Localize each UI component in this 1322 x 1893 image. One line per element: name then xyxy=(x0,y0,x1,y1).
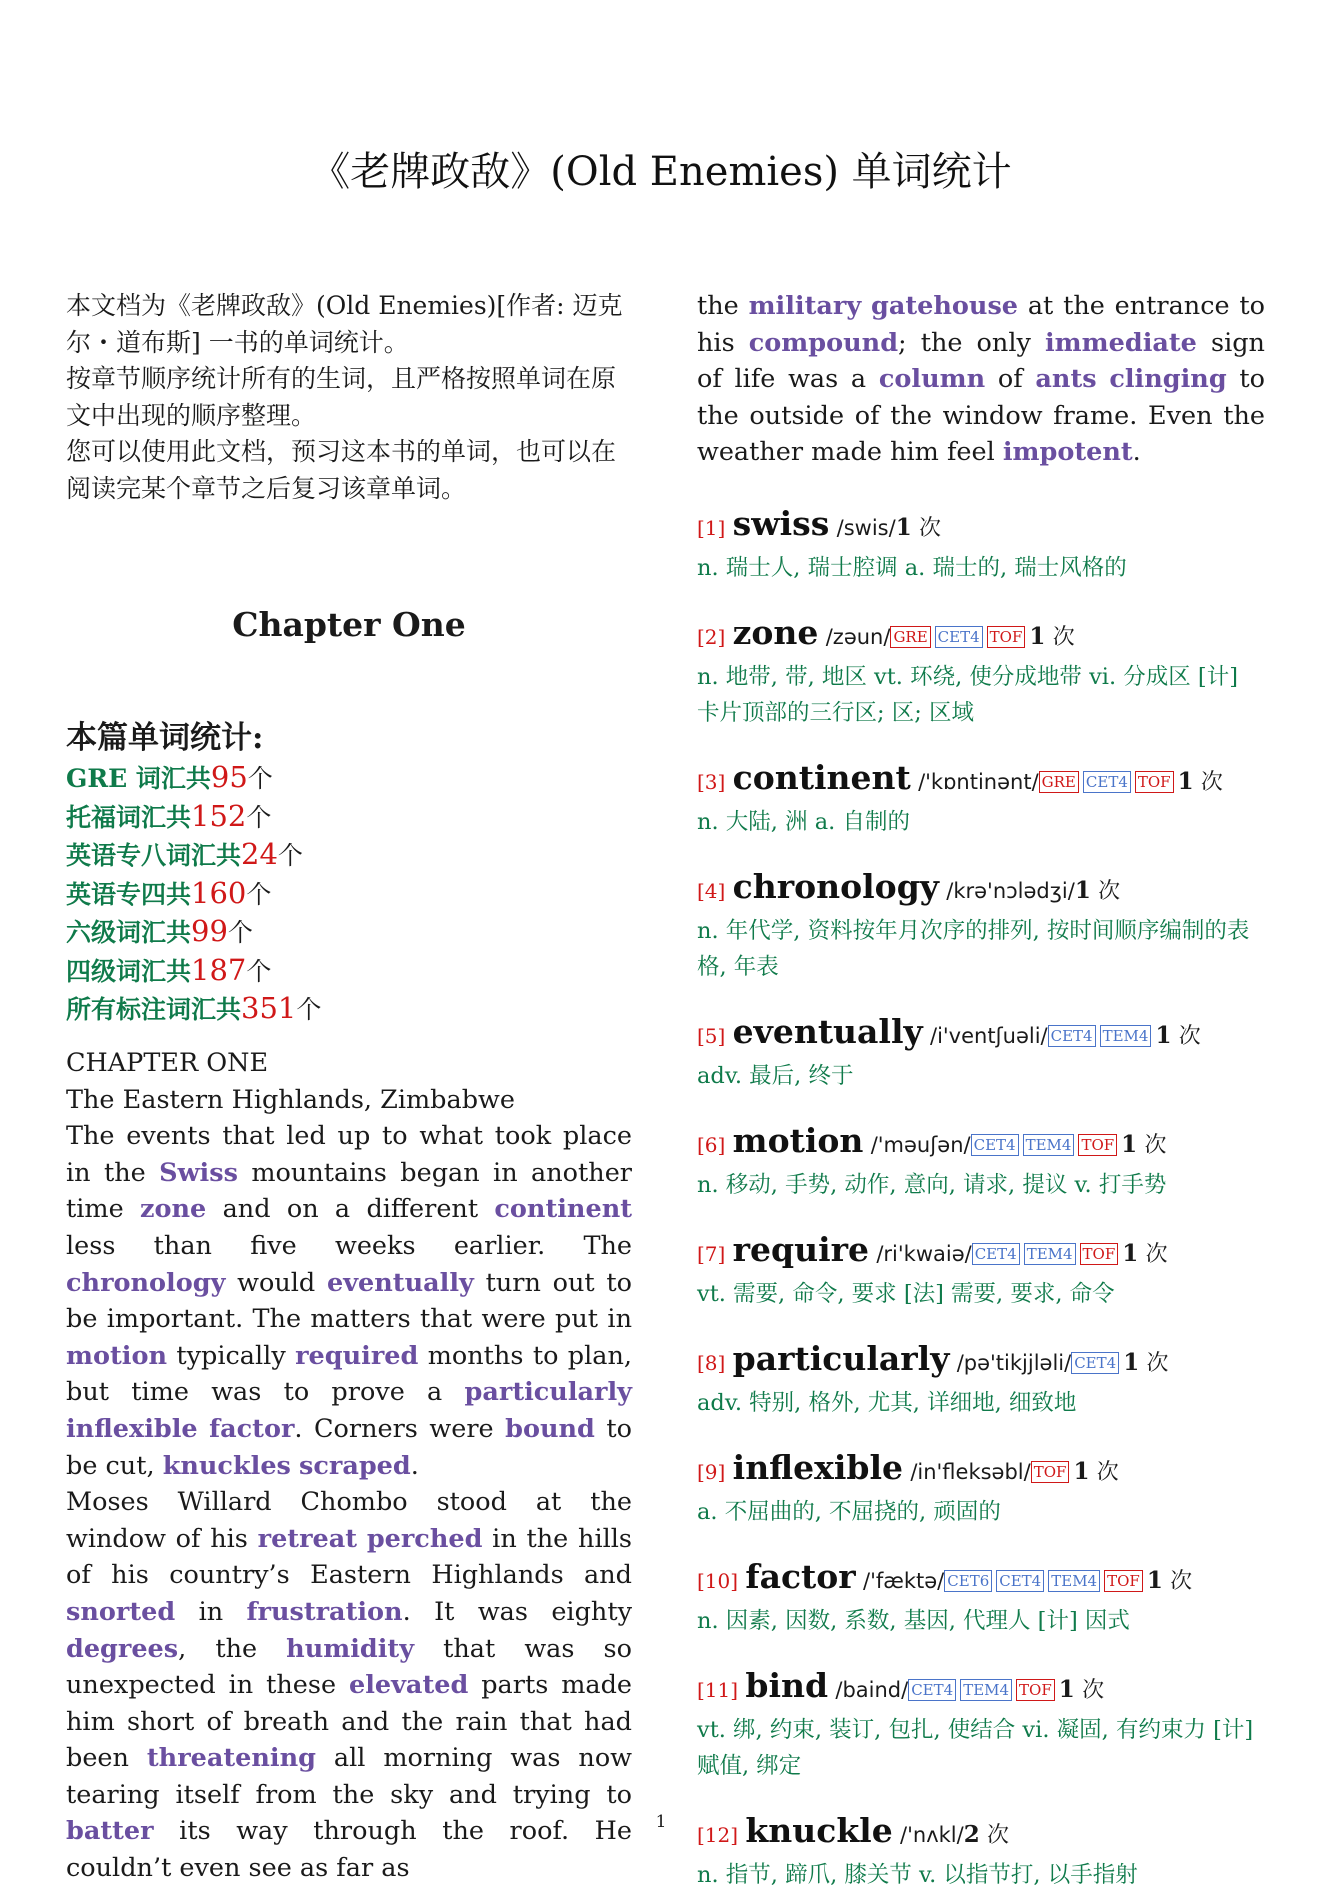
vocab-entry xyxy=(697,759,1265,840)
vocab-word: bind xyxy=(745,1665,829,1705)
document-title: 《老牌政敌》(Old Enemies) 单词统计 xyxy=(310,149,1012,195)
highlighted-word: knuckles xyxy=(162,1450,291,1481)
stat-label: GRE 词汇共 xyxy=(66,764,211,793)
vocab-word: continent xyxy=(732,757,911,797)
highlighted-word: Swiss xyxy=(159,1157,238,1188)
highlighted-word: compound xyxy=(748,327,899,358)
stat-line xyxy=(66,875,632,914)
vocab-definition: n. 年代学, 资料按年月次序的排列, 按时间顺序编制的表格, 年表 xyxy=(697,917,1250,980)
vocab-definition: n. 指节, 蹄爪, 膝关节 v. 以指节打, 以手指射 xyxy=(697,1861,1138,1888)
vocab-head xyxy=(697,1558,1265,1601)
vocab-definition: vt. 需要, 命令, 要求 [法] 需要, 要求, 命令 xyxy=(697,1280,1115,1307)
vocab-index: [1] xyxy=(697,515,726,540)
vocab-head xyxy=(697,868,1265,911)
vocab-count-unit: 次 xyxy=(1052,624,1075,650)
exam-tag: CET4 xyxy=(1048,1025,1096,1047)
paragraph-1 xyxy=(66,1118,632,1484)
vocab-entry xyxy=(697,868,1265,985)
stat-label: 四级词汇共 xyxy=(66,956,192,986)
vocab-count-unit: 次 xyxy=(1146,1350,1169,1376)
vocab-entry xyxy=(697,1340,1265,1421)
stat-unit: 个 xyxy=(246,879,272,909)
highlighted-word: chronology xyxy=(66,1267,226,1298)
vocab-entry xyxy=(697,1449,1265,1530)
vocab-index: [7] xyxy=(697,1241,726,1266)
vocab-word: particularly xyxy=(732,1338,950,1378)
vocab-count: 1 xyxy=(1122,1239,1139,1267)
chapter-text xyxy=(66,1045,632,1887)
exam-tag: TEM4 xyxy=(1024,1243,1076,1265)
text-run: ; the only xyxy=(898,327,1045,358)
vocab-phonetic: /baind/ xyxy=(835,1677,909,1702)
highlighted-word: ants xyxy=(1035,364,1097,395)
highlighted-word: particularly xyxy=(464,1377,632,1408)
vocab-index: [9] xyxy=(697,1459,726,1484)
vocab-phonetic: /i'ventʃuəli/ xyxy=(930,1023,1048,1048)
exam-tag: TOF xyxy=(1104,1570,1143,1592)
exam-tag: TOF xyxy=(987,626,1026,648)
text-run: in the hills of his country’s Eastern Highlands and xyxy=(66,1523,633,1591)
highlighted-word: immediate xyxy=(1044,327,1197,358)
exam-tag: TEM4 xyxy=(1023,1134,1075,1156)
vocab-phonetic: /pə'tikjjləli/ xyxy=(956,1350,1072,1375)
highlighted-word: bound xyxy=(505,1413,595,1444)
text-run: in xyxy=(175,1596,247,1627)
highlighted-word: frustration xyxy=(246,1596,403,1627)
vocab-phonetic: /'kɒntinənt/ xyxy=(918,769,1039,794)
vocab-definition: n. 瑞士人, 瑞士腔调 a. 瑞士的, 瑞士风格的 xyxy=(697,554,1127,581)
highlighted-word: snorted xyxy=(66,1596,176,1627)
intro-block xyxy=(66,288,632,507)
stat-unit: 个 xyxy=(296,995,322,1024)
vocab-head xyxy=(697,1449,1265,1492)
text-run: of xyxy=(985,364,1036,395)
exam-tag: TOF xyxy=(1031,1461,1070,1483)
stat-count: 95 xyxy=(210,760,248,794)
text-run: . Corners were xyxy=(294,1413,506,1444)
stat-unit: 个 xyxy=(227,918,253,947)
vocab-entry xyxy=(697,1013,1265,1094)
text-run: all morning was now tearing itself from the sky and trying to xyxy=(66,1743,632,1810)
vocab-definition: adv. 特别, 格外, 尤其, 详细地, 细致地 xyxy=(697,1389,1077,1416)
highlighted-word: column xyxy=(878,364,986,395)
stat-count: 160 xyxy=(191,875,247,910)
vocab-index: [3] xyxy=(697,769,726,794)
text-run: its way through the roof. He couldn’t even see as far as xyxy=(66,1816,632,1884)
highlighted-word: zone xyxy=(140,1194,207,1225)
stat-unit: 个 xyxy=(246,802,272,832)
stat-count: 152 xyxy=(191,798,247,833)
vocab-definition: n. 大陆, 洲 a. 自制的 xyxy=(697,808,910,835)
stat-line xyxy=(66,798,632,837)
text-run: that was so unexpected in these xyxy=(66,1633,632,1701)
vocab-count: 1 xyxy=(1074,876,1091,904)
chapter-label: CHAPTER ONE xyxy=(66,1048,269,1078)
vocab-definition: n. 移动, 手势, 动作, 意向, 请求, 提议 v. 打手势 xyxy=(697,1171,1167,1198)
vocab-index: [10] xyxy=(697,1568,739,1593)
vocab-index: [8] xyxy=(697,1350,726,1375)
stat-label: 所有标注词汇共 xyxy=(66,995,242,1024)
vocab-entry xyxy=(697,1122,1265,1203)
exam-tag: TEM4 xyxy=(1100,1025,1152,1047)
vocab-definition: vt. 绑, 约束, 装订, 包扎, 使结合 vi. 凝固, 有约束力 [计] 赋值, 绑定 xyxy=(697,1716,1254,1779)
vocab-phonetic: /in'fleksəbl/ xyxy=(910,1459,1031,1484)
exam-tag: TOF xyxy=(1078,1134,1117,1156)
text-run: to the outside of the window frame. Even the weather made him feel xyxy=(697,364,1265,468)
stat-unit: 个 xyxy=(246,956,272,986)
vocab-phonetic: /'nʌkl/ xyxy=(900,1822,964,1847)
vocab-phonetic: /'fæktə/ xyxy=(863,1568,945,1593)
text-run: Moses Willard Chombo stood at the window of his xyxy=(66,1487,632,1554)
text-run: less than five weeks earlier. The xyxy=(66,1230,632,1261)
stat-count: 351 xyxy=(241,991,297,1025)
vocab-count: 1 xyxy=(1155,1021,1172,1049)
text-run xyxy=(1097,364,1110,394)
exam-tag: CET4 xyxy=(996,1570,1044,1592)
vocab-head xyxy=(697,1122,1265,1165)
text-run: . It was eighty xyxy=(402,1596,632,1627)
stat-count: 24 xyxy=(241,837,278,871)
text-run: would xyxy=(225,1267,327,1298)
exam-tag: CET4 xyxy=(935,626,983,648)
intro-line: 本文档为《老牌政敌》(Old Enemies)[作者: 迈克尔・道布斯] 一书的单词统计。 xyxy=(66,291,623,357)
right-column xyxy=(697,288,1265,1893)
stat-label: 六级词汇共 xyxy=(66,918,192,947)
vocab-count-unit: 次 xyxy=(1145,1241,1168,1267)
text-run: months to plan, but time was to prove a xyxy=(66,1340,633,1408)
exam-tag: TEM4 xyxy=(960,1679,1012,1701)
vocab-entry xyxy=(697,1558,1265,1639)
vocab-count: 2 xyxy=(963,1820,980,1848)
text-run: . xyxy=(1132,437,1141,468)
vocab-word: knuckle xyxy=(745,1810,893,1850)
vocab-head xyxy=(697,1013,1265,1056)
vocab-entry xyxy=(697,614,1265,731)
vocab-word: swiss xyxy=(732,503,830,543)
highlighted-word: elevated xyxy=(348,1670,469,1701)
vocab-word: inflexible xyxy=(732,1447,903,1487)
highlighted-word: degrees xyxy=(66,1633,179,1664)
stat-label: 英语专四共 xyxy=(66,879,192,909)
page-number: 1 xyxy=(655,1812,667,1832)
highlighted-word: factor xyxy=(209,1413,295,1444)
vocab-word: motion xyxy=(732,1120,864,1160)
vocab-word: eventually xyxy=(732,1011,923,1051)
vocab-phonetic: /zəun/ xyxy=(825,624,891,649)
stat-line xyxy=(66,952,632,991)
highlighted-word: batter xyxy=(66,1816,154,1847)
vocab-phonetic: /krə'nɔlədʒi/ xyxy=(946,878,1075,903)
highlighted-word: inflexible xyxy=(66,1413,198,1444)
exam-tag: CET4 xyxy=(971,1134,1019,1156)
vocab-head xyxy=(697,1231,1265,1274)
vocab-head xyxy=(697,505,1265,548)
highlighted-word: retreat xyxy=(257,1523,358,1554)
vocab-index: [2] xyxy=(697,624,726,649)
text-run xyxy=(357,1524,367,1554)
vocab-count-unit: 次 xyxy=(1096,1459,1119,1485)
text-run: sign of life was a xyxy=(697,327,1265,395)
text-run: the xyxy=(697,291,749,321)
stat-line xyxy=(66,990,632,1029)
vocab-index: [6] xyxy=(697,1132,726,1157)
highlighted-word: continent xyxy=(494,1194,633,1225)
text-run: turn out to be important. The matters that were put in xyxy=(66,1267,632,1335)
highlighted-word: humidity xyxy=(286,1633,415,1664)
text-run: . xyxy=(410,1450,419,1481)
highlighted-word: eventually xyxy=(327,1267,474,1298)
vocab-count-unit: 次 xyxy=(1144,1132,1167,1158)
vocab-phonetic: /'məuʃən/ xyxy=(870,1132,971,1157)
vocab-phonetic: /swis/ xyxy=(836,515,896,540)
vocab-head xyxy=(697,614,1265,657)
exam-tag: GRE xyxy=(1039,771,1079,793)
intro-line: 您可以使用此文档，预习这本书的单词，也可以在阅读完某个章节之后复习该章单词。 xyxy=(66,437,617,503)
vocab-count-unit: 次 xyxy=(1170,1568,1193,1594)
exam-tag: TOF xyxy=(1016,1679,1055,1701)
highlighted-word: perched xyxy=(366,1523,483,1554)
vocab-word: chronology xyxy=(732,866,939,906)
vocab-word: factor xyxy=(745,1556,856,1596)
vocab-count: 1 xyxy=(1058,1675,1075,1703)
vocab-head xyxy=(697,1340,1265,1383)
vocab-definition: a. 不屈曲的, 不屈挠的, 顽固的 xyxy=(697,1498,1001,1525)
exam-tag: TOF xyxy=(1080,1243,1119,1265)
highlighted-word: impotent xyxy=(1002,437,1133,468)
text-run: and on a different xyxy=(206,1194,495,1225)
vocab-entry xyxy=(697,1231,1265,1312)
vocab-head xyxy=(697,759,1265,802)
chapter-location: The Eastern Highlands, Zimbabwe xyxy=(66,1084,515,1115)
text-run: to be cut, xyxy=(66,1413,632,1481)
stat-line xyxy=(66,759,632,798)
stat-count: 99 xyxy=(191,914,228,948)
vocab-count-unit: 次 xyxy=(1082,1677,1105,1703)
stat-line xyxy=(66,913,632,952)
vocab-count-unit: 次 xyxy=(1098,878,1121,904)
stats-list xyxy=(66,759,632,1029)
exam-tag: CET4 xyxy=(1083,771,1131,793)
vocab-definition: n. 因素, 因数, 系数, 基因, 代理人 [计] 因式 xyxy=(697,1607,1130,1634)
vocab-count: 1 xyxy=(1121,1130,1138,1158)
vocab-count: 1 xyxy=(1123,1348,1140,1376)
highlighted-word: threatening xyxy=(146,1743,316,1774)
vocab-word: zone xyxy=(732,612,819,652)
vocab-count: 1 xyxy=(1073,1457,1090,1485)
vocab-definition: n. 地带, 带, 地区 vt. 环绕, 使分成地带 vi. 分成区 [计] 卡片顶部的三行区; 区; 区域 xyxy=(697,663,1238,726)
vocab-count: 1 xyxy=(1029,622,1046,650)
highlighted-word: gatehouse xyxy=(871,291,1019,321)
stats-title: 本篇单词统计: xyxy=(66,720,264,756)
vocab-index: [12] xyxy=(697,1822,739,1847)
vocab-word: require xyxy=(732,1229,870,1269)
vocab-count-unit: 次 xyxy=(987,1822,1010,1848)
highlighted-word: military xyxy=(748,291,862,321)
exam-tag: TOF xyxy=(1135,771,1174,793)
exam-tag: CET4 xyxy=(908,1679,956,1701)
stat-label: 托福词汇共 xyxy=(66,802,192,832)
exam-tag: GRE xyxy=(890,626,930,648)
stat-unit: 个 xyxy=(247,764,273,793)
text-run xyxy=(861,291,871,321)
text-run: typically xyxy=(167,1340,296,1371)
exam-tag: CET4 xyxy=(972,1243,1020,1265)
vocab-phonetic: /ri'kwaiə/ xyxy=(876,1241,972,1266)
vocab-count: 1 xyxy=(1177,767,1194,795)
exam-tag: TEM4 xyxy=(1048,1570,1100,1592)
highlighted-word: clinging xyxy=(1109,364,1227,395)
highlighted-word: motion xyxy=(66,1340,168,1371)
word-stats xyxy=(66,712,632,1029)
vocab-definition: adv. 最后, 终于 xyxy=(697,1062,854,1089)
vocab-head xyxy=(697,1667,1265,1710)
exam-tag: CET4 xyxy=(1071,1352,1119,1374)
text-run: The events that led up to what took place in the xyxy=(66,1121,632,1188)
vocab-count-unit: 次 xyxy=(919,515,942,541)
vocab-index: [11] xyxy=(697,1677,739,1702)
vocab-count: 1 xyxy=(895,513,912,541)
vocab-entry xyxy=(697,505,1265,586)
paragraph-continuation xyxy=(697,288,1265,471)
vocab-count-unit: 次 xyxy=(1178,1023,1201,1049)
vocab-index: [4] xyxy=(697,878,726,903)
stat-label: 英语专八词汇共 xyxy=(66,841,242,870)
highlighted-word: required xyxy=(295,1340,419,1371)
text-run: at the entrance to his xyxy=(697,291,1266,358)
vocabulary-list xyxy=(697,505,1265,1893)
exam-tag: CET6 xyxy=(944,1570,992,1592)
stat-count: 187 xyxy=(191,952,247,987)
stat-line xyxy=(66,836,632,875)
text-run: , the xyxy=(178,1633,287,1664)
text-run xyxy=(198,1414,210,1444)
vocab-entry xyxy=(697,1667,1265,1784)
text-run xyxy=(291,1451,299,1481)
vocab-index: [5] xyxy=(697,1023,726,1048)
chapter-heading: Chapter One xyxy=(232,605,466,644)
vocab-count: 1 xyxy=(1146,1566,1163,1594)
vocab-count-unit: 次 xyxy=(1200,769,1223,795)
stat-unit: 个 xyxy=(277,841,303,870)
intro-line: 按章节顺序统计所有的生词，且严格按照单词在原文中出现的顺序整理。 xyxy=(66,364,617,430)
text-run: parts made him short of breath and the rain that had been xyxy=(66,1670,632,1774)
text-run: mountains began in another time xyxy=(66,1157,632,1225)
highlighted-word: scraped xyxy=(299,1450,411,1481)
